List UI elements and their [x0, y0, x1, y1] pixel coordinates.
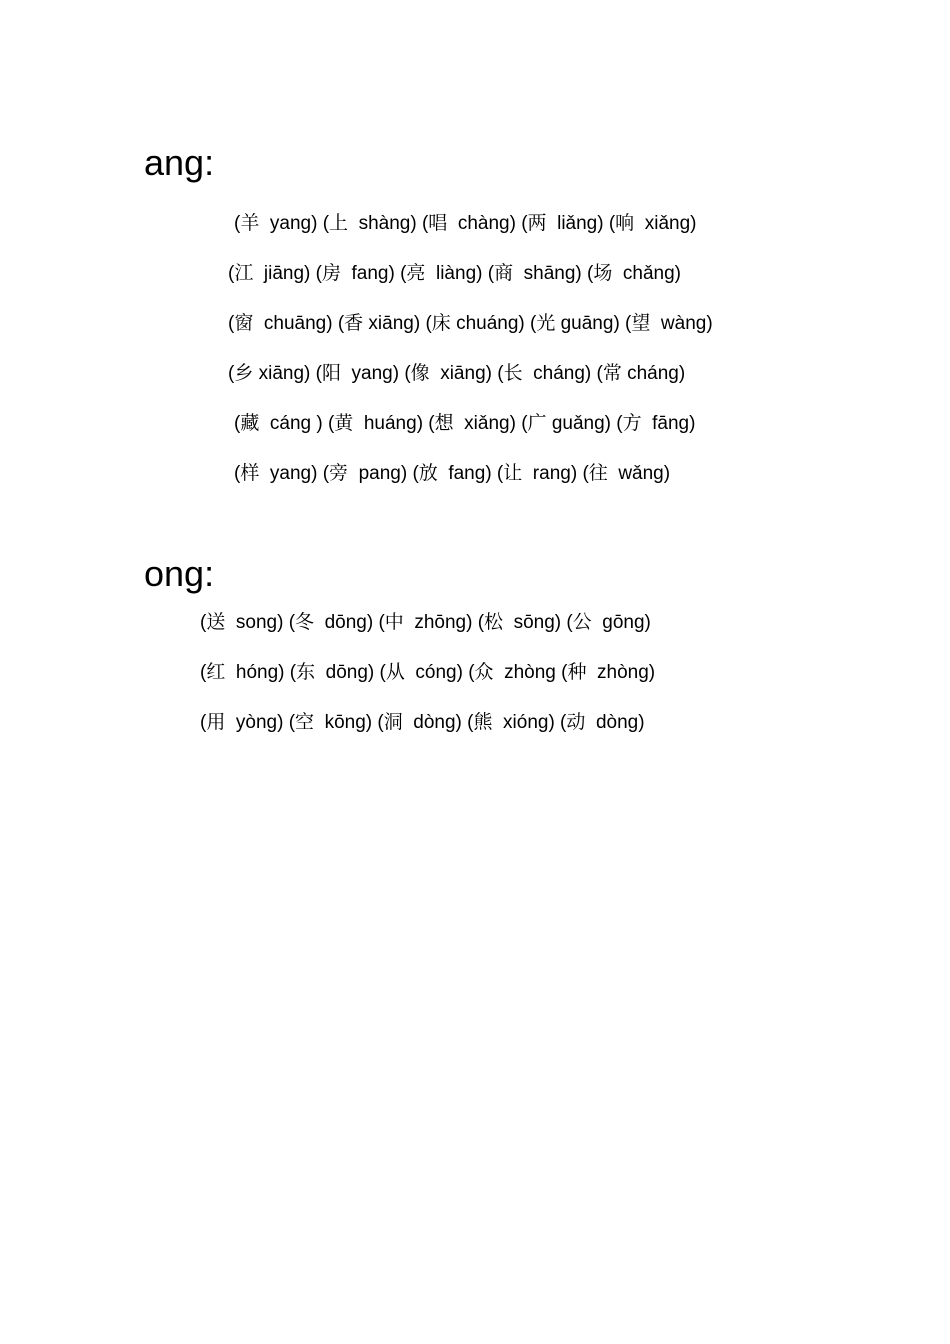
ong-word-line: (送 song) (冬 dōng) (中 zhōng) (松 sōng) (公 gōng) — [200, 612, 651, 633]
ang-word-line: (羊 yang) (上 shàng) (唱 chàng) (两 liǎng) (响 xiǎng) — [234, 213, 697, 234]
ang-word-line: (样 yang) (旁 pang) (放 fang) (让 rang) (往 wǎng) — [234, 463, 671, 484]
section-heading-ong: ong: — [144, 553, 215, 594]
ang-word-line: (窗 chuāng) (香 xiāng) (床 chuáng) (光 guāng) (望 wàng) — [228, 313, 713, 334]
ang-word-line: (江 jiāng) (房 fang) (亮 liàng) (商 shāng) (场 chǎng) — [228, 263, 681, 284]
ang-word-line: (乡 xiāng) (阳 yang) (像 xiāng) (长 cháng) (常 cháng) — [228, 363, 686, 384]
ang-word-line: (藏 cáng ) (黄 huáng) (想 xiǎng) (广 guǎng) (方 fāng) — [234, 413, 696, 434]
ong-word-line: (红 hóng) (东 dōng) (从 cóng) (众 zhòng (种 zhòng) — [200, 662, 656, 683]
ong-word-line: (用 yòng) (空 kōng) (洞 dòng) (熊 xióng) (动 dòng) — [200, 712, 645, 733]
section-heading-ang: ang: — [144, 142, 215, 183]
